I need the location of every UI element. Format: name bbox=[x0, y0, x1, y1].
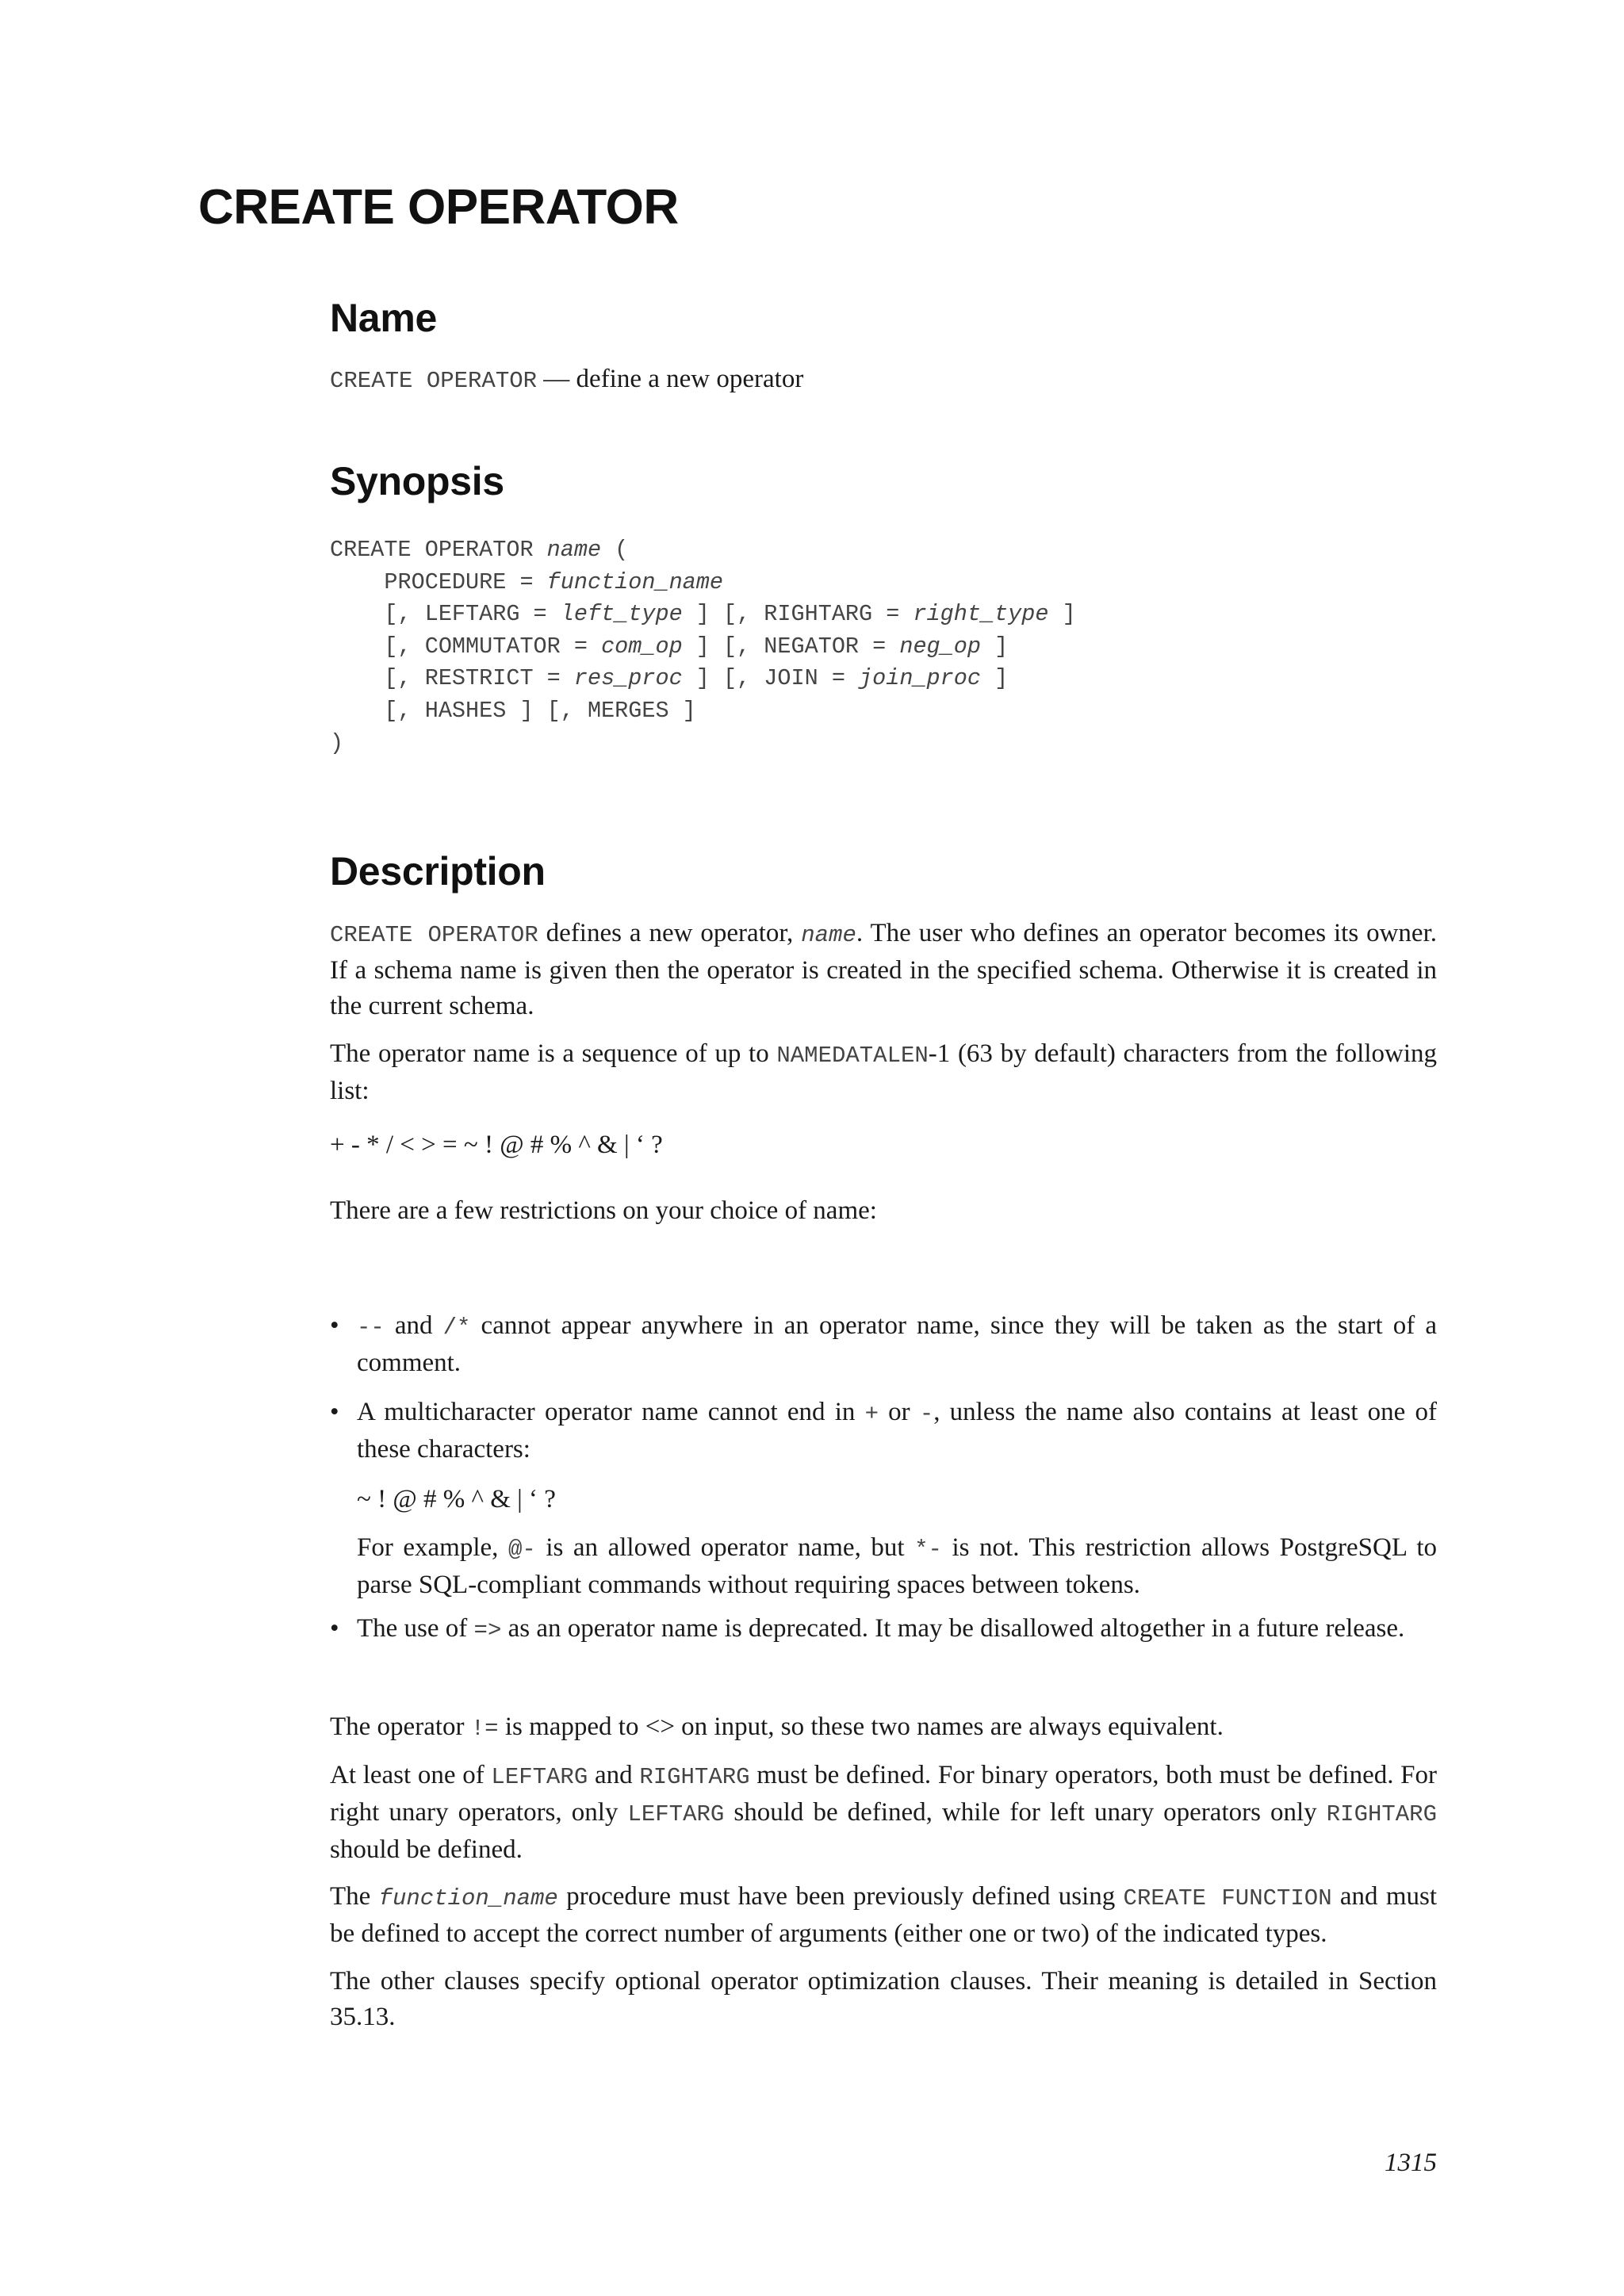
synopsis-line: ) bbox=[330, 729, 344, 756]
description-paragraph-4: The operator != is mapped to <> on input, so these two names are always equivalent. bbox=[330, 1712, 1224, 1742]
bullet-text: A multicharacter operator name cannot end in + or -, unless the name also contains at least one of these characters: bbox=[357, 1398, 1438, 1464]
synopsis-code bbox=[330, 534, 1076, 760]
description-paragraph-7: The other clauses specify optional operator optimization clauses. Their meaning is detailed in Section 35.13. bbox=[330, 1967, 1437, 2031]
operator-char-list: + - * / < > = ~ ! @ # % ^ & | ‘ ? bbox=[330, 1131, 663, 1159]
bullet-icon: • bbox=[330, 1614, 339, 1643]
description-paragraph-3: There are a few restrictions on your choice of name: bbox=[330, 1196, 877, 1225]
page-number: 1315 bbox=[1385, 2149, 1437, 2177]
page-title: CREATE OPERATOR bbox=[198, 180, 679, 235]
name-summary-text: — define a new operator bbox=[537, 365, 804, 393]
synopsis-line: CREATE OPERATOR name ( bbox=[330, 537, 629, 563]
name-heading: Name bbox=[330, 296, 437, 340]
list-item bbox=[330, 1395, 1437, 1603]
synopsis-line: [, HASHES ] [, MERGES ] bbox=[330, 697, 696, 724]
description-paragraph-2: The operator name is a sequence of up to NAMEDATALEN-1 (63 by default) characters from the following list: bbox=[330, 1039, 1437, 1105]
synopsis-line: [, RESTRICT = res_proc ] [, JOIN = join_proc ] bbox=[330, 665, 1009, 692]
synopsis-line: [, LEFTARG = left_type ] [, RIGHTARG = right_type ] bbox=[330, 601, 1076, 628]
bullet-icon: • bbox=[330, 1398, 339, 1426]
description-heading: Description bbox=[330, 849, 546, 894]
description-paragraph-5: At least one of LEFTARG and RIGHTARG must be defined. For binary operators, both must be defined. For right unary operators, only LEFTARG should be defined, while for left unary operators only RIGHTARG should be defined. bbox=[330, 1761, 1438, 1864]
synopsis-line: [, COMMUTATOR = com_op ] [, NEGATOR = neg_op ] bbox=[330, 633, 1009, 660]
synopsis-heading: Synopsis bbox=[330, 459, 504, 503]
name-summary bbox=[330, 362, 1437, 399]
bullet-text: The use of => as an operator name is deprecated. It may be disallowed altogether in a future release. bbox=[357, 1614, 1405, 1644]
list-item bbox=[330, 1611, 1437, 1648]
bullet-icon: • bbox=[330, 1311, 339, 1340]
name-command: CREATE OPERATOR bbox=[330, 368, 538, 394]
description-paragraph-1: CREATE OPERATOR defines a new operator, name. The user who defines an operator becomes its owner. If a schema name is given then the operator is created in the specified schema. Otherwise it is created in the current schema. bbox=[330, 919, 1437, 1020]
list-item bbox=[330, 1308, 1437, 1381]
bullet-text: -- and /* cannot appear anywhere in an operator name, since they will be taken as the start of a comment. bbox=[357, 1311, 1437, 1377]
synopsis-line: PROCEDURE = function_name bbox=[330, 568, 723, 595]
bullet-example-text: For example, @- is an allowed operator name, but *- is not. This restriction allows PostgreSQL to parse SQL-compliant commands without requiring spaces between tokens. bbox=[357, 1533, 1438, 1599]
description-paragraph-6: The function_name procedure must have been previously defined using CREATE FUNCTION and must be defined to accept the correct number of arguments (either one or two) of the indicated types. bbox=[330, 1882, 1438, 1948]
bullet-char-list: ~ ! @ # % ^ & | ‘ ? bbox=[357, 1485, 556, 1513]
